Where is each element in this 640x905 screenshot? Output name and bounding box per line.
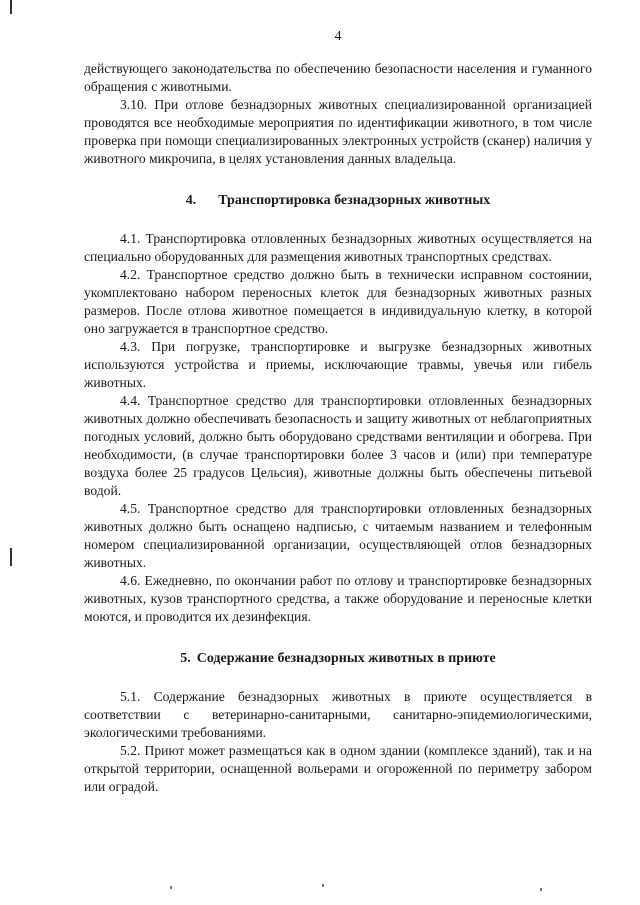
paragraph-4-5: 4.5. Транспортное средство для транспортировки отловленных безнадзорных животных должно быть оснащено надписью, с читаемым названием и телефонным номером специализированной организации, осуществляющей отлов безнадзорных животных. — [84, 501, 592, 570]
paragraph-4-2: 4.2. Транспортное средство должно быть в технически исправном состоянии, укомплектовано набором переносных клеток для безнадзорных животных разных размеров. После отлова животное помещается в индивидуальную клетку, в которой оно загружается в транспортное средство. — [84, 267, 592, 336]
section-5-heading — [84, 650, 592, 668]
document-page — [84, 28, 592, 796]
section-5-number: 5. — [180, 651, 191, 666]
paragraph-5-1: 5.1. Содержание безнадзорных животных в приюте осуществляется в соответствии с ветеринарно-санитарными, санитарно-эпидемиологическими, экологическими требованиями. — [84, 689, 592, 740]
scan-margin-mark-middle — [10, 548, 12, 566]
scan-speck — [540, 888, 542, 891]
page-number: 4 — [334, 29, 342, 44]
scan-speck — [170, 886, 172, 889]
section-5-title: Содержание безнадзорных животных в приюте — [196, 651, 496, 666]
section-4-number: 4. — [185, 193, 197, 208]
paragraph-4-6: 4.6. Ежедневно, по окончании работ по отлову и транспортировке безнадзорных животных, кузов транспортного средства, а также оборудование и переносные клетки моются, и проводится их дезинфекция. — [84, 573, 592, 624]
scan-speck — [322, 884, 324, 887]
scan-margin-mark-top — [10, 0, 12, 14]
intro-continuation: действующего законодательства по обеспечению безопасности населения и гуманного обращения с животными. — [84, 61, 592, 94]
paragraph-3-10: 3.10. При отлове безнадзорных животных специализированной организацией проводятся все необходимые мероприятия по идентификации животного, в том числе проверка при помощи специализированных электронных устройств (сканер) наличия у животного микрочипа, в целях установления данных владельца. — [84, 97, 592, 166]
paragraph-5-2: 5.2. Приют может размещаться как в одном здании (комплексе зданий), так и на открытой территории, оснащенной вольерами и огороженной по периметру забором или оградой. — [84, 743, 592, 794]
paragraph-4-1: 4.1. Транспортировка отловленных безнадзорных животных осуществляется на специально оборудованных для размещения животных транспортных средствах. — [84, 231, 592, 264]
section-4-heading — [84, 192, 592, 210]
section-4-title: Транспортировка безнадзорных животных — [218, 193, 491, 208]
paragraph-4-3: 4.3. При погрузке, транспортировке и выгрузке безнадзорных животных используются устройства и приемы, исключающие травмы, увечья или гибель животных. — [84, 339, 592, 390]
paragraph-4-4: 4.4. Транспортное средство для транспортировки отловленных безнадзорных животных должно обеспечивать безопасность и защиту животных от неблагоприятных погодных условий, должно быть оборудовано средствами вентиляции и обогрева. При необходимости, (в случае транспортировки более 3 часов и (или) при температуре воздуха более 25 градусов Цельсия), животные должны быть обеспечены питьевой водой. — [84, 393, 592, 498]
